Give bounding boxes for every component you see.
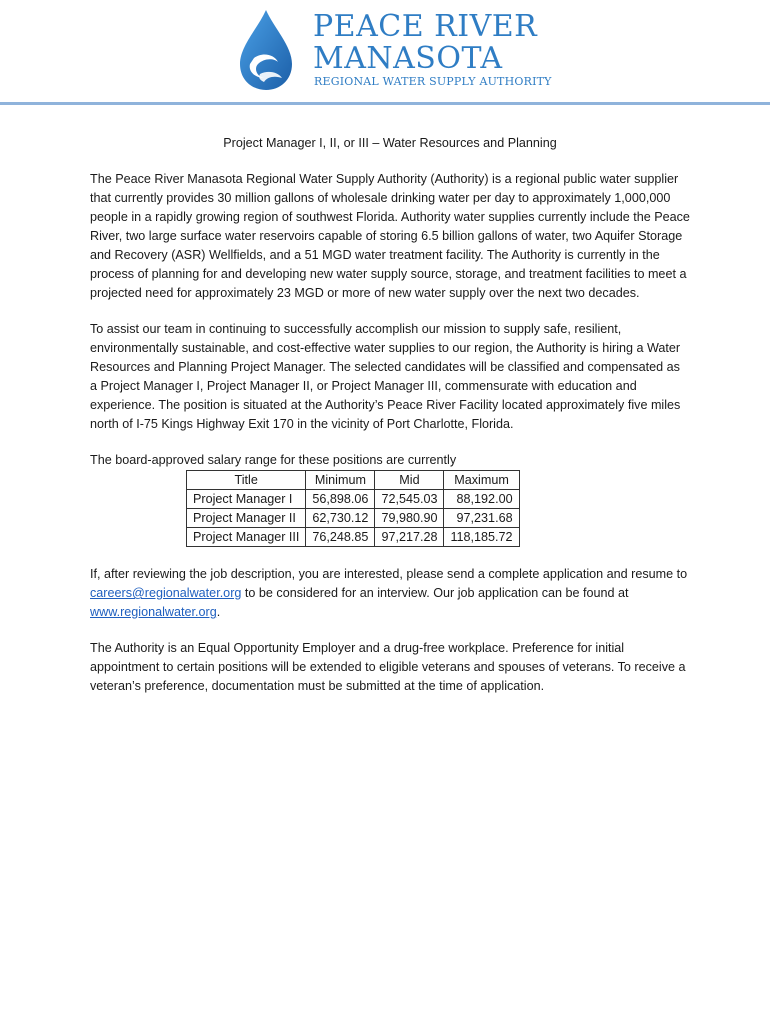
- row-minimum: 62,730.12: [306, 509, 375, 528]
- row-title: Project Manager II: [187, 509, 306, 528]
- row-mid: 72,545.03: [375, 490, 444, 509]
- water-drop-icon: [234, 8, 298, 97]
- table-row: [187, 528, 520, 547]
- eeo-paragraph: The Authority is an Equal Opportunity Employer and a drug-free workplace. Preference for initial appointment to certain positions will be extended to eligible veterans and spouses of veterans. To receive a veteran’s preference, documentation must be submitted at the time of application.: [90, 641, 686, 693]
- org-subtitle: REGIONAL WATER SUPPLY AUTHORITY: [314, 75, 552, 88]
- salary-intro: The board-approved salary range for these positions are currently: [90, 453, 457, 467]
- header-divider: [0, 102, 770, 105]
- apply-paragraph: [90, 565, 690, 622]
- table-row: [187, 490, 520, 509]
- website-link[interactable]: www.regionalwater.org: [90, 605, 217, 619]
- org-name-line2: MANASOTA: [313, 41, 503, 76]
- row-mid: 79,980.90: [375, 509, 444, 528]
- org-name-line1: PEACE RIVER: [313, 9, 538, 44]
- header-minimum: Minimum: [306, 471, 375, 490]
- page-title: Project Manager I, II, or III – Water Resources and Planning: [223, 136, 557, 150]
- table-row: [187, 509, 520, 528]
- apply-text-3: .: [216, 605, 221, 619]
- header-mid: Mid: [375, 471, 444, 490]
- header-title: Title: [187, 471, 306, 490]
- row-minimum: 76,248.85: [306, 528, 375, 547]
- salary-table: [186, 470, 520, 547]
- table-header-row: [187, 471, 520, 490]
- row-maximum: 88,192.00: [444, 490, 519, 509]
- careers-email-link[interactable]: careers@regionalwater.org: [90, 586, 242, 600]
- row-maximum: 118,185.72: [444, 528, 519, 547]
- document-body: [90, 134, 690, 713]
- row-mid: 97,217.28: [375, 528, 444, 547]
- letterhead: [0, 0, 770, 106]
- row-maximum: 97,231.68: [444, 509, 519, 528]
- header-maximum: Maximum: [444, 471, 519, 490]
- apply-text-2: to be considered for an interview. Our job application can be found at: [241, 586, 629, 600]
- row-minimum: 56,898.06: [306, 490, 375, 509]
- row-title: Project Manager I: [187, 490, 306, 509]
- intro-paragraph: The Peace River Manasota Regional Water Supply Authority (Authority) is a regional public water supplier that currently provides 30 million gallons of wholesale drinking water per day to approximately 1,000,000 people in a rapidly growing region of southwest Florida. Authority water supplies currently include the Peace River, two large surface water reservoirs capable of storing 6.5 billion gallons of water, two Aquifer Storage and Recovery (ASR) Wellfields, and a 51 MGD water treatment facility. The Authority is currently in the process of planning for and developing new water supply source, storage, and treatment facilities to meet a projected need for approximately 23 MGD or more of new water supply over the next two decades.: [90, 172, 690, 300]
- mission-paragraph: To assist our team in continuing to successfully accomplish our mission to supply safe, resilient, environmentally sustainable, and cost-effective water supplies to our region, the Authority is hiring a Water Resources and Planning Project Manager. The selected candidates will be classified and compensated as a Project Manager I, Project Manager II, or Project Manager III, commensurate with education and experience. The position is situated at the Authority’s Peace River Facility located approximately five miles north of I-75 Kings Highway Exit 170 in the vicinity of Port Charlotte, Florida.: [90, 322, 681, 431]
- apply-text-1: If, after reviewing the job description, you are interested, please send a complete application and resume to: [90, 567, 688, 581]
- row-title: Project Manager III: [187, 528, 306, 547]
